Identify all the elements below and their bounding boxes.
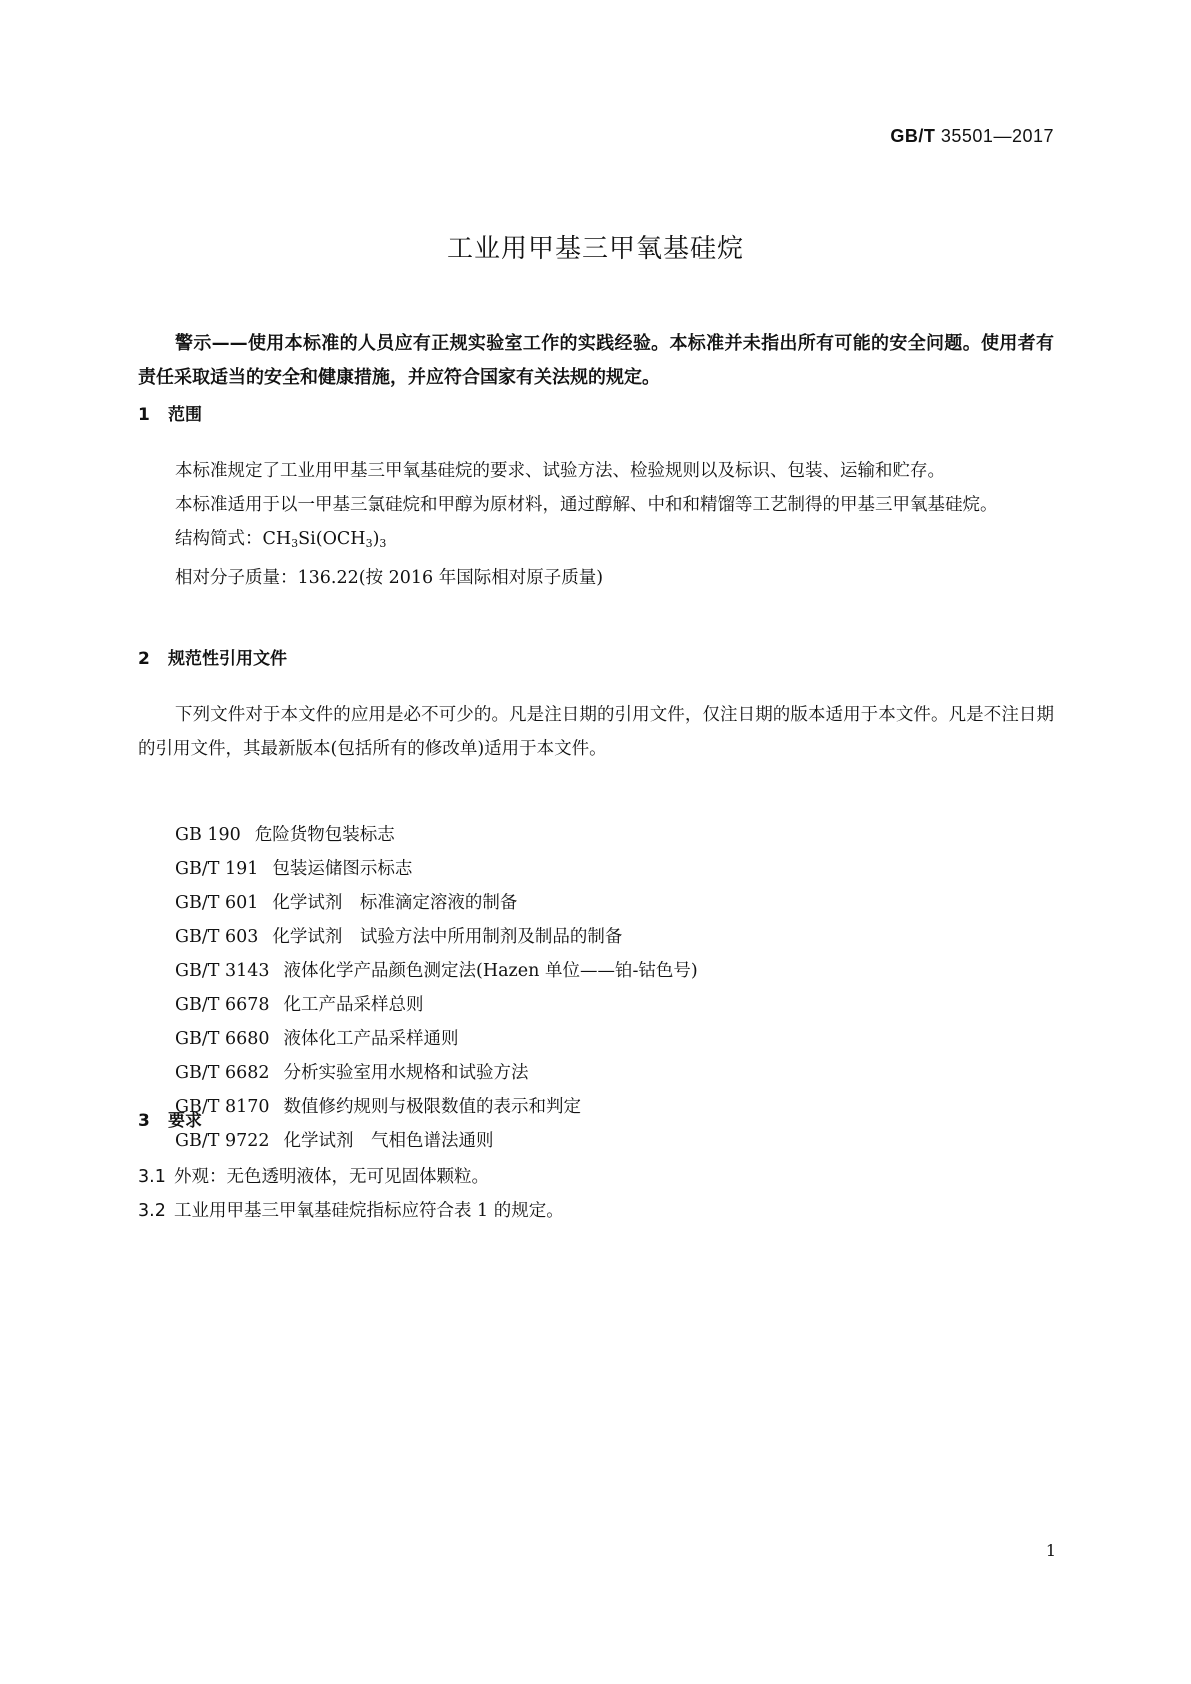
section-2-heading — [138, 644, 287, 669]
section-number: 3 — [138, 1111, 150, 1131]
reference-code: GB/T 6680 — [175, 1029, 270, 1049]
reference-title: 分析实验室用水规格和试验方法 — [283, 1063, 529, 1083]
section-title: 规范性引用文件 — [168, 649, 287, 669]
reference-title: 化学试剂 标准滴定溶液的制备 — [272, 893, 518, 913]
reference-code: GB/T 6682 — [175, 1063, 270, 1083]
reference-item — [175, 1022, 698, 1056]
clause-3-2 — [138, 1194, 564, 1228]
page-number: 1 — [1045, 1541, 1056, 1560]
section-1-heading — [138, 400, 202, 425]
standard-year-number: 35501—2017 — [940, 126, 1054, 146]
reference-code: GB/T 8170 — [175, 1097, 270, 1117]
clause-number: 3.1 — [138, 1167, 166, 1187]
section-title: 要求 — [168, 1111, 202, 1131]
formula-part: Si(OCH — [298, 529, 366, 549]
reference-item — [175, 852, 698, 886]
reference-title: 化学试剂 气相色谱法通则 — [283, 1131, 494, 1151]
clause-text: 工业用甲基三甲氧基硅烷指标应符合表 1 的规定。 — [174, 1201, 564, 1221]
formula-subscript: 3 — [291, 537, 299, 550]
reference-code: GB/T 603 — [175, 927, 259, 947]
reference-title: 化学试剂 试验方法中所用制剂及制品的制备 — [272, 927, 623, 947]
formula-label: 结构简式： — [175, 529, 263, 549]
reference-code: GB/T 191 — [175, 859, 259, 879]
reference-item — [175, 954, 698, 988]
reference-code: GB/T 6678 — [175, 995, 270, 1015]
reference-item — [175, 1124, 698, 1158]
reference-code: GB/T 9722 — [175, 1131, 270, 1151]
safety-warning: 警示——使用本标准的人员应有正规实验室工作的实践经验。本标准并未指出所有可能的安全问题。使用者有责任采取适当的安全和健康措施，并应符合国家有关法规的规定。 — [138, 333, 1054, 388]
clause-number: 3.2 — [138, 1201, 166, 1221]
reference-item — [175, 886, 698, 920]
reference-code: GB/T 601 — [175, 893, 259, 913]
section-1-body — [138, 454, 1054, 595]
reference-code: GB/T 3143 — [175, 961, 270, 981]
section-title: 范围 — [168, 405, 202, 425]
references-intro-text: 下列文件对于本文件的应用是必不可少的。凡是注日期的引用文件，仅注日期的版本适用于本文件。凡是不注日期的引用文件，其最新版本(包括所有的修改单)适用于本文件。 — [138, 705, 1054, 759]
scope-paragraph-2: 本标准适用于以一甲基三氯硅烷和甲醇为原材料，通过醇解、中和和精馏等工艺制得的甲基三甲氧基硅烷。 — [175, 495, 998, 515]
section-number: 2 — [138, 649, 150, 669]
standard-number — [890, 126, 1054, 147]
reference-title: 液体化工产品采样通则 — [283, 1029, 459, 1049]
formula-part: CH — [262, 529, 292, 549]
formula-subscript: 3 — [379, 537, 387, 550]
section-3-heading — [138, 1106, 202, 1131]
section-number: 1 — [138, 405, 150, 425]
reference-code: GB 190 — [175, 825, 241, 845]
normative-references-intro — [138, 698, 1054, 766]
reference-title: 危险货物包装标志 — [254, 825, 395, 845]
scope-paragraph-1: 本标准规定了工业用甲基三甲氧基硅烷的要求、试验方法、检验规则以及标识、包装、运输和贮存。 — [175, 461, 945, 481]
reference-list — [175, 818, 698, 1158]
clause-text: 外观：无色透明液体，无可见固体颗粒。 — [174, 1167, 489, 1187]
standard-prefix: GB/T — [890, 126, 936, 146]
reference-item — [175, 988, 698, 1022]
clause-3-1 — [138, 1160, 489, 1194]
reference-item — [175, 1090, 698, 1124]
reference-title: 包装运储图示标志 — [272, 859, 413, 879]
reference-title: 化工产品采样总则 — [283, 995, 424, 1015]
reference-item — [175, 818, 698, 852]
reference-item — [175, 920, 698, 954]
reference-item — [175, 1056, 698, 1090]
reference-title: 液体化学产品颜色测定法(Hazen 单位——铂-钴色号) — [283, 961, 698, 981]
formula-subscript: 3 — [365, 537, 373, 550]
formula-part: ) — [372, 529, 380, 549]
molecular-mass: 相对分子质量：136.22(按 2016 年国际相对原子质量) — [175, 568, 604, 588]
structural-formula — [138, 522, 1054, 561]
document-title: 工业用甲基三甲氧基硅烷 — [446, 234, 744, 264]
reference-title: 数值修约规则与极限数值的表示和判定 — [283, 1097, 582, 1117]
